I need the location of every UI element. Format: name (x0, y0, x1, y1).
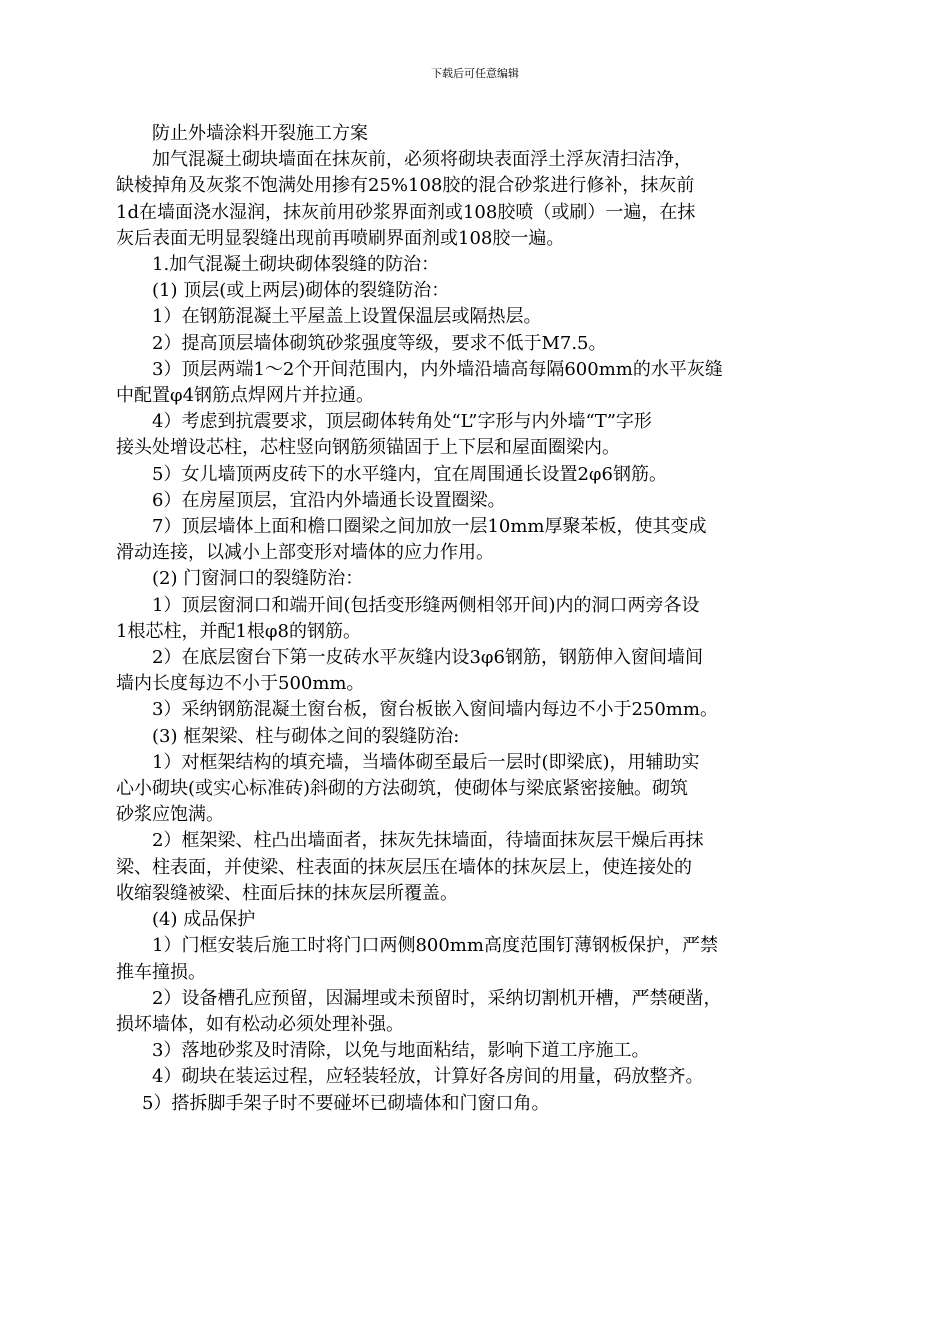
subsection-heading: (4) 成品保护 (152, 909, 256, 931)
list-item: 1）在钢筋混凝土平屋盖上设置保温层或隔热层。 (152, 306, 542, 328)
list-item: 2）在底层窗台下第一皮砖水平灰缝内设3φ6钢筋，钢筋伸入窗间墙间 (152, 647, 703, 669)
list-item: 6）在房屋顶层，宜沿内外墙通长设置圈梁。 (152, 489, 506, 511)
list-item: 4）砌块在装运过程，应轻装轻放，计算好各房间的用量，码放整齐。 (152, 1066, 704, 1088)
list-item-continuation: 滑动连接，以减小上部变形对墙体的应力作用。 (116, 542, 494, 564)
list-item: 5）搭拆脚手架子时不要碰坏已砌墙体和门窗口角。 (142, 1092, 550, 1114)
paragraph-line: 加气混凝土砌块墙面在抹灰前，必须将砌块表面浮土浮灰清扫洁净， (152, 149, 692, 171)
paragraph-line: 灰后表面无明显裂缝出现前再喷刷界面剂或108胶一遍。 (116, 227, 565, 249)
subsection-heading: (2) 门窗洞口的裂缝防治： (152, 568, 364, 590)
list-item: 5）女儿墙顶两皮砖下的水平缝内，宜在周围通长设置2φ6钢筋。 (152, 463, 667, 485)
list-item: 2）设备槽孔应预留，因漏埋或未预留时，采纳切割机开槽，严禁硬凿， (152, 987, 722, 1009)
list-item-continuation: 损坏墙体，如有松动必须处理补强。 (116, 1013, 404, 1035)
list-item-continuation: 中配置φ4钢筋点焊网片并拉通。 (116, 385, 375, 407)
paragraph-line: 1d在墙面浇水湿润，抹灰前用砂浆界面剂或108胶喷（或刷）一遍，在抹 (116, 201, 696, 223)
section-heading: 1.加气混凝土砌块砌体裂缝的防治： (152, 254, 440, 276)
list-item: 3）采纳钢筋混凝土窗台板，窗台板嵌入窗间墙内每边不小于250mm。 (152, 699, 718, 721)
subsection-heading: (3) 框架梁、柱与砌体之间的裂缝防治: (152, 725, 460, 747)
list-item: 1）对框架结构的填充墙，当墙体砌至最后一层时(即梁底)，用辅助实 (152, 751, 700, 773)
list-item-continuation: 1根芯柱，并配1根φ8的钢筋。 (116, 620, 361, 642)
list-item: 7）顶层墙体上面和檐口圈梁之间加放一层10mm厚聚苯板，使其变成 (152, 516, 707, 538)
list-item: 4）考虑到抗震要求，顶层砌体转角处“L”字形与内外墙“T”字形 (152, 411, 652, 433)
list-item-continuation: 砂浆应饱满。 (116, 804, 224, 826)
document-body (116, 121, 854, 1117)
list-item-continuation: 收缩裂缝被梁、柱面后抹的抹灰层所覆盖。 (116, 882, 458, 904)
list-item: 1）顶层窗洞口和端开间(包括变形缝两侧相邻开间)内的洞口两旁各设 (152, 594, 700, 616)
page-header: 下载后可任意编辑 (431, 67, 519, 80)
list-item-continuation: 接头处增设芯柱，芯柱竖向钢筋须锚固于上下层和屋面圈梁内。 (116, 437, 620, 459)
paragraph-line: 缺棱掉角及灰浆不饱满处用掺有25%108胶的混合砂浆进行修补，抹灰前 (116, 175, 695, 197)
list-item: 3）顶层两端1～2个开间范围内，内外墙沿墙高每隔600mm的水平灰缝 (152, 358, 723, 380)
list-item-continuation: 推车撞损。 (116, 961, 206, 983)
list-item-continuation: 心小砌块(或实心标准砖)斜砌的方法砌筑，使砌体与梁底紧密接触。砌筑 (116, 778, 689, 800)
list-item: 2）框架梁、柱凸出墙面者，抹灰先抹墙面，待墙面抹灰层干燥后再抹 (152, 830, 704, 852)
subsection-heading: (1) 顶层(或上两层)砌体的裂缝防治： (152, 280, 450, 302)
document-title: 防止外墙涂料开裂施工方案 (152, 123, 368, 144)
list-item: 2）提高顶层墙体砌筑砂浆强度等级，要求不低于M7.5。 (152, 332, 607, 354)
list-item: 1）门框安装后施工时将门口两侧800mm高度范围钉薄钢板保护，严禁 (152, 935, 718, 957)
list-item-continuation: 墙内长度每边不小于500mm。 (116, 673, 365, 695)
list-item-continuation: 梁、柱表面，并使梁、柱表面的抹灰层压在墙体的抹灰层上，使连接处的 (116, 856, 692, 878)
list-item: 3）落地砂浆及时清除，以免与地面粘结，影响下道工序施工。 (152, 1040, 650, 1062)
